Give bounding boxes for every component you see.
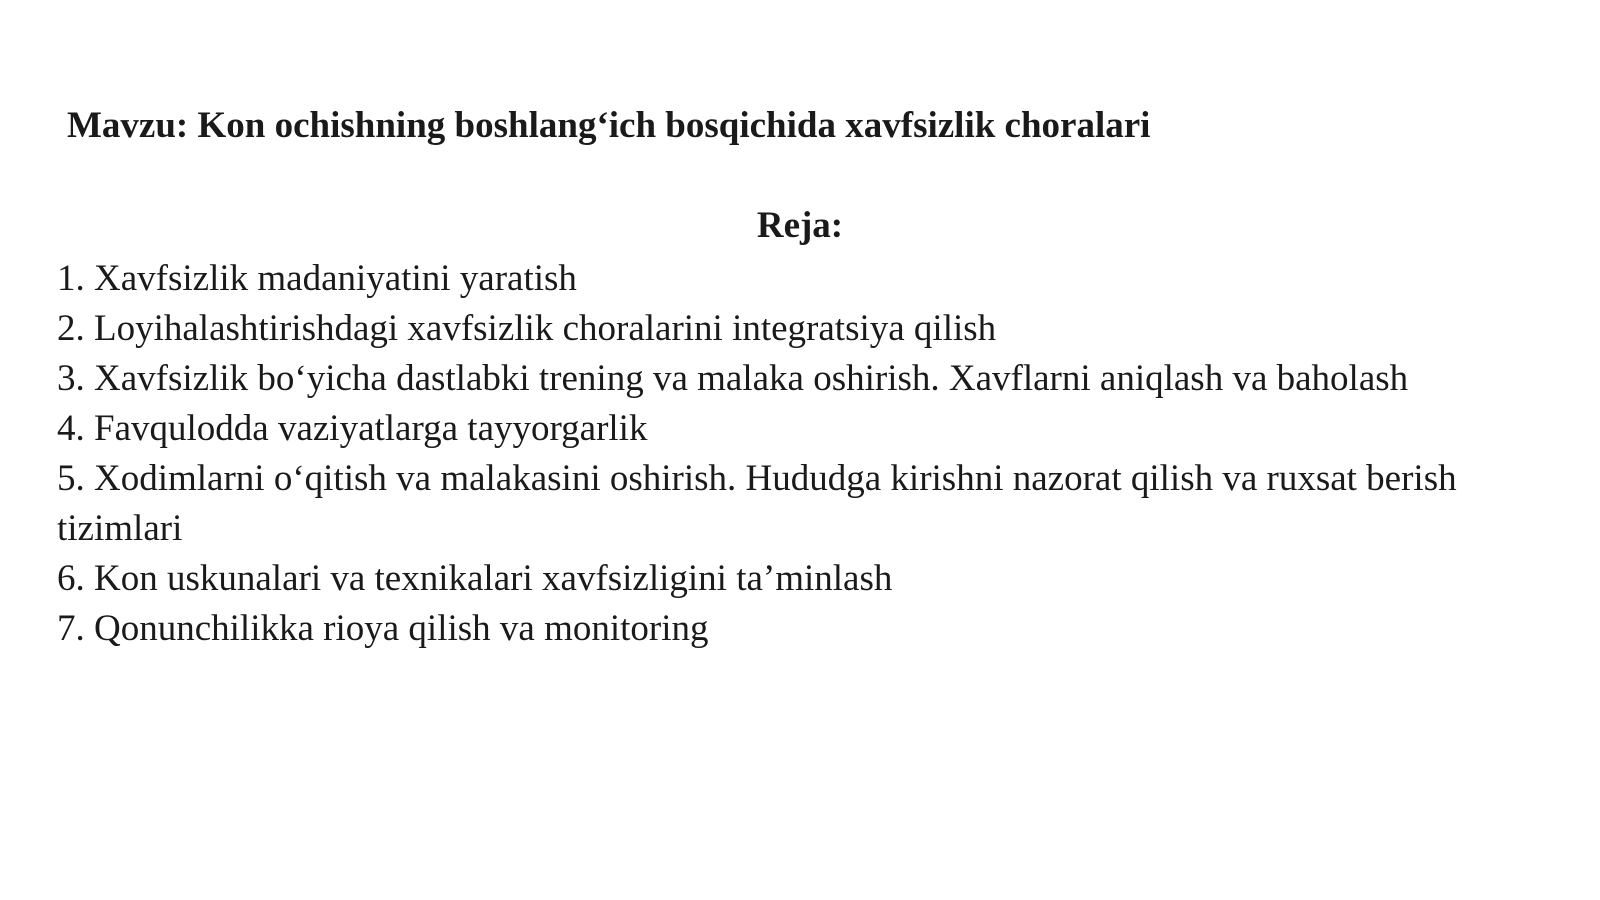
plan-item-1: 1. Xavfsizlik madaniyatini yaratish	[57, 258, 577, 299]
plan-list	[57, 254, 1557, 654]
topic-heading: Mavzu: Kon ochishning boshlang‘ich bosqichida xavfsizlik choralari	[67, 105, 1151, 146]
plan-item-5: 5. Xodimlarni o‘qitish va malakasini oshirish. Hududga kirishni nazorat qilish va ruxsat berish tizimlari	[57, 458, 1457, 549]
plan-item-2: 2. Loyihalashtirishdagi xavfsizlik choralarini integratsiya qilish	[57, 308, 997, 349]
plan-item-4: 4. Favqulodda vaziyatlarga tayyorgarlik	[57, 408, 648, 449]
plan-item-6: 6. Kon uskunalari va texnikalari xavfsizligini ta’minlash	[57, 558, 893, 599]
plan-item-7: 7. Qonunchilikka rioya qilish va monitoring	[57, 608, 709, 649]
plan-title: Reja:	[756, 205, 844, 246]
plan-item-3: 3. Xavfsizlik bo‘yicha dastlabki trening va malaka oshirish. Xavflarni aniqlash va baholash	[57, 358, 1409, 399]
